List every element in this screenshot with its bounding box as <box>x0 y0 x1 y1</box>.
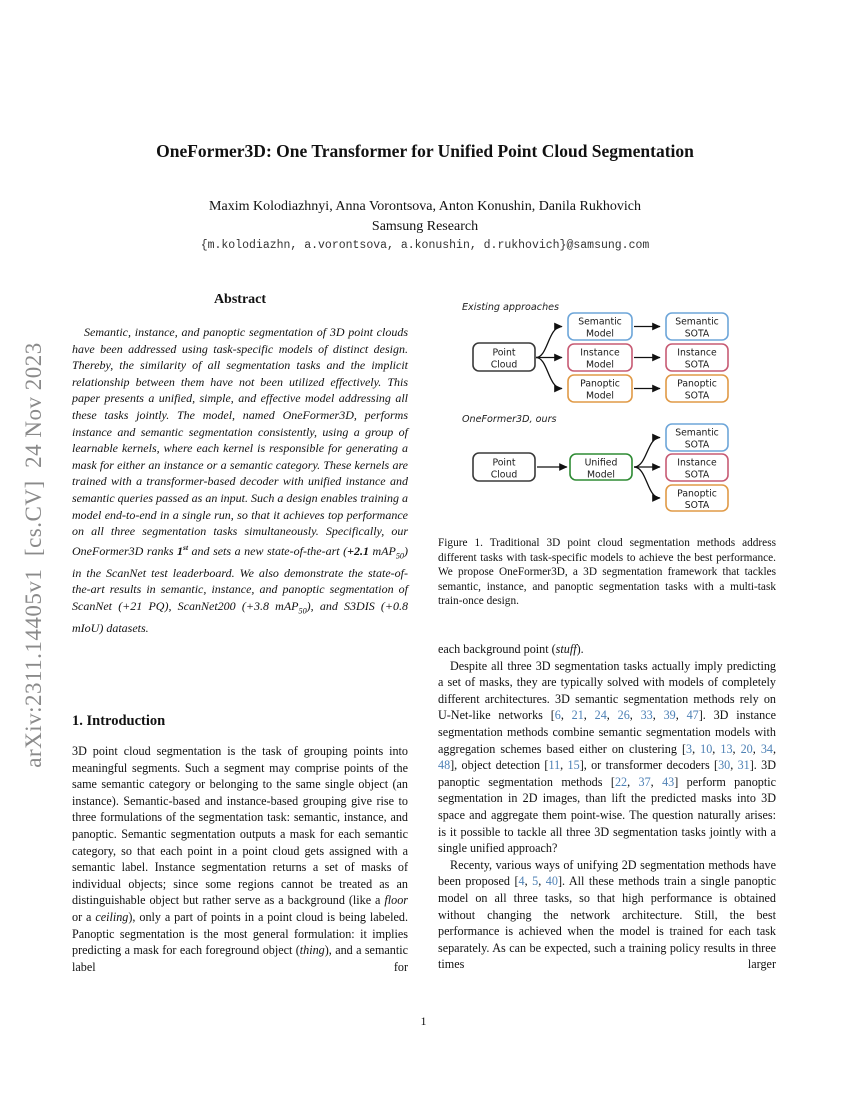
author-emails: {m.kolodiazhn, a.vorontsova, a.konushin, d.rukhovich}@samsung.com <box>200 239 650 252</box>
instance-model-line2: Model <box>586 359 614 371</box>
panoptic-sota-line1: Panoptic <box>677 378 717 390</box>
figure1-diagram <box>438 296 778 518</box>
left-column <box>72 290 409 974</box>
author-list: Maxim Kolodiazhnyi, Anna Vorontsova, Anton Konushin, Danila Rukhovich <box>209 199 641 214</box>
unified-model-line1: Unified <box>584 457 618 469</box>
introduction-paragraph: 3D point cloud segmentation is the task of grouping points into meaningful segments. Such a segment may comprise points of the same semantic category or belonging to the same single object (an instance). Semantic-based and instance-based grouping give rise to three formulations of the segmentation task: semantic, instance, and panoptic. Semantic segmentation outputs a mask for each semantic category, so that each point in a point cloud gets assigned with a semantic label. Instance segmentation returns a set of masks of individual objects; since some regions cannot be treated as an distinguishable object but rather serve as a background (like a floor or a ceiling), only a part of points in a point cloud is being labeled. Panoptic segmentation is the most general formulation: it implies predicting a mask for each foreground object (thing), and a semantic label for <box>72 744 409 974</box>
instance-sota-line1: Instance <box>677 347 717 359</box>
introduction-heading: 1. Introduction <box>72 713 166 729</box>
instance-sota-ours-line2: SOTA <box>684 469 710 481</box>
point-cloud-label-line1: Point <box>492 347 516 359</box>
abstract-heading: Abstract <box>213 292 267 307</box>
figure1-caption: Figure 1. Traditional 3D point cloud segmentation methods address different tasks with task-specific models to achieve the best performance. We propose OneFormer3D, a 3D segmentation framework that tackles semantic, instance, and panoptic segmentation tasks with a multi-task train-once design. <box>438 537 776 608</box>
fork-arrow-to-panoptic-model <box>536 358 562 389</box>
panoptic-sota-line2: SOTA <box>684 390 710 402</box>
panoptic-model-line1: Panoptic <box>580 378 620 390</box>
semantic-model-line1: Semantic <box>578 316 622 328</box>
abstract-text: Semantic, instance, and panoptic segmentation of 3D point clouds have been addressed using task-specific models of distinct design. Thereby, the similarity of all segmentation tasks and the implicit relationship between them have not been utilized effectively. This paper presents a unified, simple, and effective model addressing all these tasks jointly. The model, named OneFormer3D, performs instance and semantic segmentation consistently, using a group of learnable kernels, where each kernel is responsible for generating a mask for either an instance or a semantic category. These kernels are trained with a transformer-based decoder with unified instance and semantic queries passed as an input. Such a design enables training a model end-to-end in a single run, so that it achieves top performance on all three segmentation tasks simultaneously. Specifically, our OneFormer3D ranks 1st and sets a new state-of-the-art (+2.1 mAP$_{50}$) in the ScanNet test leaderboard. We also demonstrate the state-of-the-art results in semantic, instance, and panoptic segmentation of ScanNet (+21 PQ), ScanNet200 (+3.8 mAP$_{50}$), and S3DIS (+0.8 mIoU) datasets. <box>72 325 408 635</box>
instance-sota-line2: SOTA <box>684 359 710 371</box>
semantic-sota-ours-line2: SOTA <box>684 439 710 451</box>
paragraph-despite: Despite all three 3D segmentation tasks actually imply predicting a set of masks, they are typically solved with models of completely different architectures. 3D semantic segmentation methods rely on U-Net-like networks [6, 21, 24, 26, 33, 39, 47]. 3D instance segmentation methods combine semantic segmentation models with aggregation schemes based either on clustering [3, 10, 13, 20, 34, 48], object detection [11, 15], or transformer decoders [30, 31]. 3D panoptic segmentation methods [22, 37, 43] perform panoptic segmentation in 2D images, than lift the predicted masks into 3D space and aggregate them point-wise. The question naturally arises: is it possible to tackle all three 3D segmentation tasks jointly with a single unified approach? <box>438 658 777 856</box>
oneformer3d-ours-label: OneFormer3D, ours <box>462 414 557 425</box>
semantic-sota-ours-line1: Semantic <box>675 427 719 439</box>
existing-approaches-label: Existing approaches <box>462 302 560 313</box>
paragraph-stuff: each background point (stuff). <box>438 642 584 656</box>
semantic-model-line2: Model <box>586 328 614 340</box>
arxiv-watermark: arXiv:2311.14405v1 [cs.CV] 24 Nov 2023 <box>21 342 46 768</box>
panoptic-sota-ours-line2: SOTA <box>684 500 710 511</box>
unified-model-line2: Model <box>587 469 615 481</box>
point-cloud-ours-line2: Cloud <box>490 469 518 481</box>
fork-arrow-to-semantic-model <box>536 327 562 358</box>
point-cloud-label-line2: Cloud <box>490 359 518 371</box>
panoptic-model-line2: Model <box>586 390 614 402</box>
fork-arrow-to-panoptic-sota <box>634 467 660 498</box>
affiliation: Samsung Research <box>371 219 479 234</box>
paper-title: OneFormer3D: One Transformer for Unified Point Cloud Segmentation <box>156 141 694 161</box>
semantic-sota-line1: Semantic <box>675 316 719 328</box>
instance-model-line1: Instance <box>580 347 620 359</box>
introduction-section <box>72 713 408 975</box>
fork-arrow-to-semantic-sota <box>634 438 660 468</box>
panoptic-sota-ours-line1: Panoptic <box>677 488 717 500</box>
figure1 <box>438 296 778 523</box>
semantic-sota-line2: SOTA <box>684 328 710 340</box>
page-number: 1 <box>420 1014 427 1028</box>
paragraph-recently: Recenty, various ways of unifying 2D segmentation methods have been proposed [4, 5, 40]. All these methods train a single panoptic model on all three tasks, so that high performance is obtained without changing the network architecture. Still, the best performance is achieved when the model is trained for each task separately. As can be expected, such a training policy results in three times larger <box>438 857 777 972</box>
instance-sota-ours-line1: Instance <box>677 457 717 469</box>
point-cloud-ours-line1: Point <box>492 457 516 469</box>
right-column-body <box>438 641 776 973</box>
